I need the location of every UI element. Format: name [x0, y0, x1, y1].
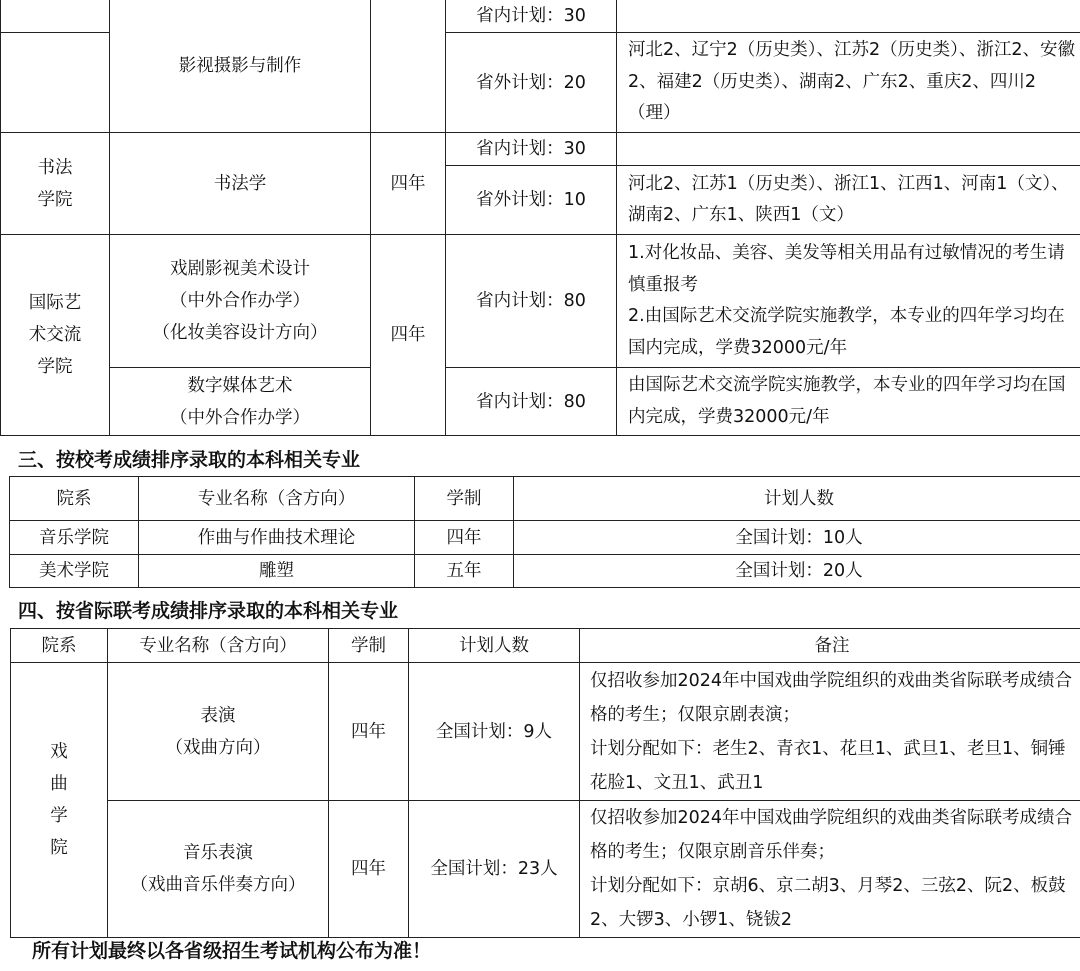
header-major: 专业名称（含方向）: [108, 629, 329, 663]
note-cell: 1.对化妆品、美容、美发等相关用品有过敏情况的考生请慎重报考 2.由国际艺术交流学院实施教学，本专业的四年学习均在国内完成，学费32000元/年: [617, 235, 1080, 368]
duration-cell: [371, 0, 446, 133]
duration-cell: 四年: [415, 521, 514, 555]
header-dept: 院系: [10, 477, 139, 521]
table-row: [1, 0, 1080, 33]
section-4-table: [10, 628, 1080, 938]
admission-plan-table-continued: [0, 0, 1080, 436]
plan-cell: 全国计划：23人: [409, 801, 580, 938]
major-cell: 戏剧影视美术设计 （中外合作办学） （化妆美容设计方向）: [110, 235, 371, 368]
table-row: [10, 521, 1080, 555]
dept-cell: 美术学院: [10, 555, 139, 588]
plan-cell: 省内计划：30: [446, 0, 617, 33]
plan-cell: 省内计划：80: [446, 368, 617, 436]
note-cell: 仅招收参加2024年中国戏曲学院组织的戏曲类省际联考成绩合格的考生；仅限京剧音乐伴奏； 计划分配如下：京胡6、京二胡3、月琴2、三弦2、阮2、板鼓2、大锣3、小锣1、铙钹2: [580, 801, 1080, 938]
duration-cell: 五年: [415, 555, 514, 588]
header-major: 专业名称（含方向）: [139, 477, 415, 521]
note-cell: 仅招收参加2024年中国戏曲学院组织的戏曲类省际联考成绩合格的考生；仅限京剧表演； 计划分配如下：老生2、青衣1、花旦1、武旦1、老旦1、铜锤花脸1、文丑1、武丑1: [580, 663, 1080, 801]
plan-cell: 全国计划：10人: [514, 521, 1080, 555]
dept-cell: 戏 曲 学 院: [11, 663, 108, 938]
note-cell: [617, 0, 1080, 33]
plan-cell: 省外计划：20: [446, 33, 617, 133]
table-row: [1, 368, 1080, 436]
duration-cell: 四年: [329, 801, 409, 938]
major-cell: 影视摄影与制作: [110, 0, 371, 133]
header-plan: 计划人数: [514, 477, 1080, 521]
table-row: [10, 555, 1080, 588]
major-cell: 数字媒体艺术 （中外合作办学）: [110, 368, 371, 436]
section-3-heading: 三、按校考成绩排序录取的本科相关专业: [18, 449, 361, 471]
plan-cell: 全国计划：9人: [409, 663, 580, 801]
note-cell: 河北2、江苏1（历史类）、浙江1、江西1、河南1（文）、湖南2、广东1、陕西1（文）: [617, 166, 1080, 235]
plan-cell: 省内计划：30: [446, 133, 617, 166]
table-row: [11, 801, 1080, 938]
header-plan: 计划人数: [409, 629, 580, 663]
dept-cell: 国际艺 术交流 学院: [1, 235, 110, 436]
plan-cell: 省内计划：80: [446, 235, 617, 368]
dept-cell: [1, 0, 110, 33]
dept-cell: 书法 学院: [1, 133, 110, 235]
duration-cell: 四年: [329, 663, 409, 801]
note-cell: 河北2、辽宁2（历史类）、江苏2（历史类）、浙江2、安徽2、福建2（历史类）、湖南2、广东2、重庆2、四川2（理）: [617, 33, 1080, 133]
section-4-heading: 四、按省际联考成绩排序录取的本科相关专业: [18, 600, 399, 622]
major-cell: 音乐表演 （戏曲音乐伴奏方向）: [108, 801, 329, 938]
note-cell: [617, 133, 1080, 166]
dept-cell: 音乐学院: [10, 521, 139, 555]
table-row: [11, 663, 1080, 801]
plan-cell: 全国计划：20人: [514, 555, 1080, 588]
table-row: [1, 235, 1080, 368]
duration-cell: 四年: [371, 235, 446, 436]
note-cell: 由国际艺术交流学院实施教学，本专业的四年学习均在国内完成，学费32000元/年: [617, 368, 1080, 436]
section-3-table: [9, 476, 1080, 588]
major-cell: 雕塑: [139, 555, 415, 588]
table-row: [1, 133, 1080, 166]
major-cell: 作曲与作曲技术理论: [139, 521, 415, 555]
header-duration: 学制: [415, 477, 514, 521]
dept-cell: [1, 33, 110, 133]
footer-notice: 所有计划最终以各省级招生考试机构公布为准！: [32, 940, 432, 962]
plan-cell: 省外计划：10: [446, 166, 617, 235]
header-duration: 学制: [329, 629, 409, 663]
major-cell: 表演 （戏曲方向）: [108, 663, 329, 801]
major-cell: 书法学: [110, 133, 371, 235]
duration-cell: 四年: [371, 133, 446, 235]
table-header-row: [10, 477, 1080, 521]
header-dept: 院系: [11, 629, 108, 663]
table-header-row: [11, 629, 1080, 663]
header-note: 备注: [580, 629, 1080, 663]
